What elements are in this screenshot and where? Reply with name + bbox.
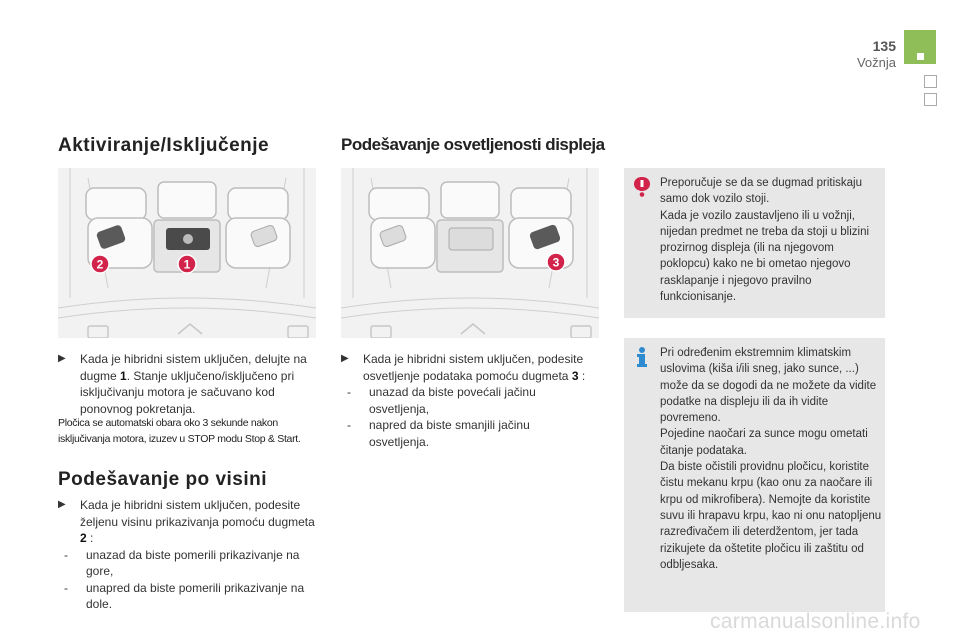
section-heading-brightness: Podešavanje osvetljenosti displeja xyxy=(341,135,605,154)
activation-instruction: ▶ Kada je hibridni sistem uključen, delujte na dugme 1. Stanje uključeno/isključeno pri isključivanju motora je sačuvano kod ponovnog pokretanja. xyxy=(58,352,307,416)
section-heading-height: Podešavanje po visini xyxy=(58,469,268,490)
chapter-tab[interactable] xyxy=(924,93,937,106)
activation-note: Pločica se automatski obara oko 3 sekunde nakon isključivanja motora, izuzev u STOP modu Stop & Start. xyxy=(58,417,301,445)
chapter-tab-active[interactable] xyxy=(904,30,936,64)
warning-exclamation-icon xyxy=(632,176,652,198)
brightness-instructions xyxy=(341,351,603,450)
brightness-option-decrease: - napred da biste smanjili jačinu osvetljenja. xyxy=(347,418,530,449)
switch-panel-illustration xyxy=(58,168,316,338)
brightness-option-increase: - unazad da biste povećali jačinu osvetljenja, xyxy=(347,385,536,416)
chapter-tab[interactable] xyxy=(924,75,937,88)
height-option-up: - unazad da biste pomerili prikazivanje na gore, xyxy=(64,547,300,578)
bullet-icon: ▶ xyxy=(58,353,66,364)
info-box xyxy=(624,338,885,612)
callout-1: 1 xyxy=(183,257,191,272)
brightness-panel-illustration xyxy=(341,168,599,338)
height-instructions xyxy=(58,497,318,613)
bullet-icon: ▶ xyxy=(58,499,66,510)
height-bullet: ▶ Kada je hibridni sistem uključen, podesite željenu visinu prikazivanja pomoću dugmeta 2 : xyxy=(58,498,315,545)
info-icon xyxy=(632,346,652,368)
tab-marker-icon xyxy=(917,53,924,60)
page-number: 135 xyxy=(872,38,896,54)
callout-3: 3 xyxy=(552,255,560,270)
callout-2: 2 xyxy=(96,257,104,272)
chapter-title: Vožnja xyxy=(856,55,896,70)
brightness-bullet: ▶ Kada je hibridni sistem uključen, podesite osvetljenje podataka pomoću dugmeta 3 : xyxy=(341,352,586,383)
warning-box xyxy=(624,168,885,318)
section-heading-activation: Aktiviranje/Isključenje xyxy=(58,135,270,156)
height-option-down: - unapred da biste pomerili prikazivanje na dole. xyxy=(64,580,305,611)
watermark: carmanualsonline.info xyxy=(710,610,921,633)
warning-text: Preporučuje se da se dugmad pritiskaju samo dok vozilo stoji. Kada je vozilo zaustavljeno ili u vožnji, nijedan predmet ne treba da stoji u blizini prozirnog displeja (ili na njegovom poklopcu) kako ne bi ometao njegovo rasklapanje i njegovo pravilno funkcionisanje. xyxy=(660,177,870,304)
info-text: Pri određenim ekstremnim klimatskim uslovima (kiša i/ili sneg, jako sunce, ...) može da se dogodi da ne možete da vidite podatke na displeju ili da ih vidite povremeno. Pojedine naočari za sunce mogu ometati čitanje podataka. Da biste očistili providnu pločicu, koristite čistu mekanu krpu (kao onu za naočare ili krpu od mikrofibera). Nemojte da koristite suvu ili hrapavu krpu, kao ni onu natopljenu razređivačem ili deterdžentom, jer tada rizikujete da oštetite pločicu ili zaštitu od odbljesaka. xyxy=(660,347,882,571)
bullet-icon: ▶ xyxy=(341,353,349,364)
